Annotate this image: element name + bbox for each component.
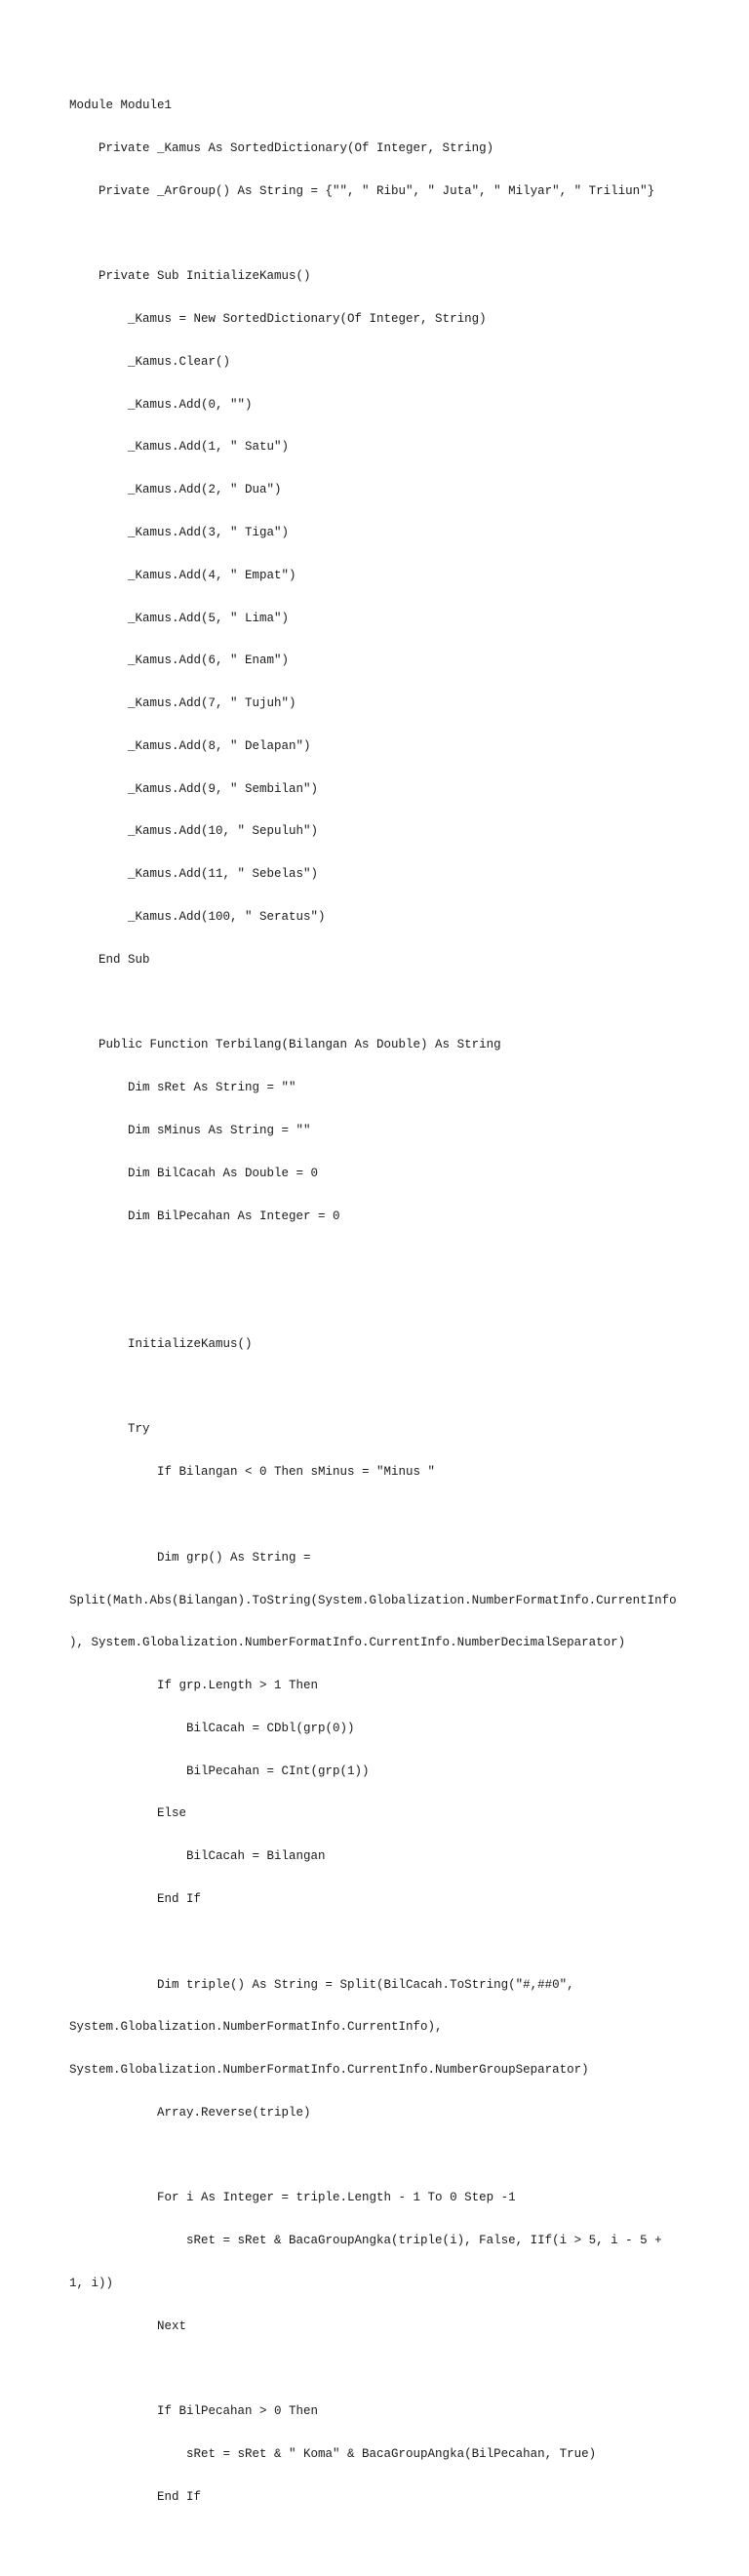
code-line: Module Module1 [69,99,173,113]
code-line: End Sub [69,952,150,967]
code-line: If grp.Length > 1 Then [69,1679,319,1693]
code-line: _Kamus.Add(10, " Sepuluh") [69,824,319,839]
code-line [69,227,693,242]
code-line: sRet = sRet & BacaGroupAngka(triple(i), False, IIf(i > 5, i - 5 + [69,2234,662,2248]
code-line [69,2362,693,2377]
code-line: Dim grp() As String = [69,1550,311,1565]
code-line: sRet = sRet & " Koma" & BacaGroupAngka(BilPecahan, True) [69,2447,597,2462]
code-line: _Kamus.Add(4, " Empat") [69,568,296,582]
code-line: BilCacah = CDbl(grp(0)) [69,1721,355,1735]
code-line: Array.Reverse(triple) [69,2105,311,2120]
code-line [69,1294,693,1309]
code-line [69,996,693,1011]
code-line: _Kamus.Clear() [69,354,231,369]
code-line: BilCacah = Bilangan [69,1849,326,1864]
code-line: 1, i)) [69,2277,114,2291]
code-line: End If [69,2489,202,2504]
code-line: If BilPecahan > 0 Then [69,2404,319,2419]
code-line: _Kamus = New SortedDictionary(Of Integer, String) [69,312,487,327]
code-line: System.Globalization.NumberFormatInfo.CurrentInfo.NumberGroupSeparator) [69,2063,589,2078]
code-line: System.Globalization.NumberFormatInfo.CurrentInfo), [69,2020,443,2035]
code-line: If Bilangan < 0 Then sMinus = "Minus " [69,1465,436,1480]
code-line: _Kamus.Add(8, " Delapan") [69,738,311,753]
code-line [69,1380,693,1395]
code-line: Next [69,2318,187,2333]
code-line: _Kamus.Add(0, "") [69,397,253,412]
code-line: _Kamus.Add(5, " Lima") [69,611,290,625]
code-line: ), System.Globalization.NumberFormatInfo.CurrentInfo.NumberDecimalSeparator) [69,1636,626,1650]
code-line: Dim BilCacah As Double = 0 [69,1166,319,1180]
code-line: Dim triple() As String = Split(BilCacah.ToString("#,##0", [69,1977,574,1992]
code-line: Dim sRet As String = "" [69,1081,296,1095]
code-line: Private _ArGroup() As String = {"", " Ribu", " Juta", " Milyar", " Triliun"} [69,183,655,198]
code-line: InitializeKamus() [69,1336,253,1351]
code-line: _Kamus.Add(7, " Tujuh") [69,696,296,711]
code-line [69,2533,693,2548]
code-line: _Kamus.Add(9, " Sembilan") [69,781,319,796]
code-line: Dim sMinus As String = "" [69,1123,311,1137]
code-line [69,1935,693,1950]
code-line: _Kamus.Add(100, " Seratus") [69,910,326,925]
code-line: Private _Kamus As SortedDictionary(Of Integer, String) [69,140,494,155]
code-line: BilPecahan = CInt(grp(1)) [69,1764,370,1778]
code-line: Public Function Terbilang(Bilangan As Double) As String [69,1038,501,1052]
code-line [69,1508,693,1523]
code-line: Private Sub InitializeKamus() [69,269,311,284]
code-line: _Kamus.Add(3, " Tiga") [69,526,290,539]
code-line: End If [69,1892,202,1906]
code-listing [69,70,693,2576]
code-line: _Kamus.Add(6, " Enam") [69,654,290,668]
code-line: _Kamus.Add(1, " Satu") [69,440,290,455]
code-line [69,2149,693,2163]
code-line: Dim BilPecahan As Integer = 0 [69,1209,340,1223]
code-line: Else [69,1806,187,1821]
code-line: _Kamus.Add(11, " Sebelas") [69,867,319,882]
code-line [69,1251,693,1266]
code-line: For i As Integer = triple.Length - 1 To 0 Step -1 [69,2191,516,2205]
code-line: Split(Math.Abs(Bilangan).ToString(System.Globalization.NumberFormatInfo.CurrentInfo [69,1593,677,1607]
code-line: _Kamus.Add(2, " Dua") [69,483,282,497]
code-line: Try [69,1422,150,1437]
